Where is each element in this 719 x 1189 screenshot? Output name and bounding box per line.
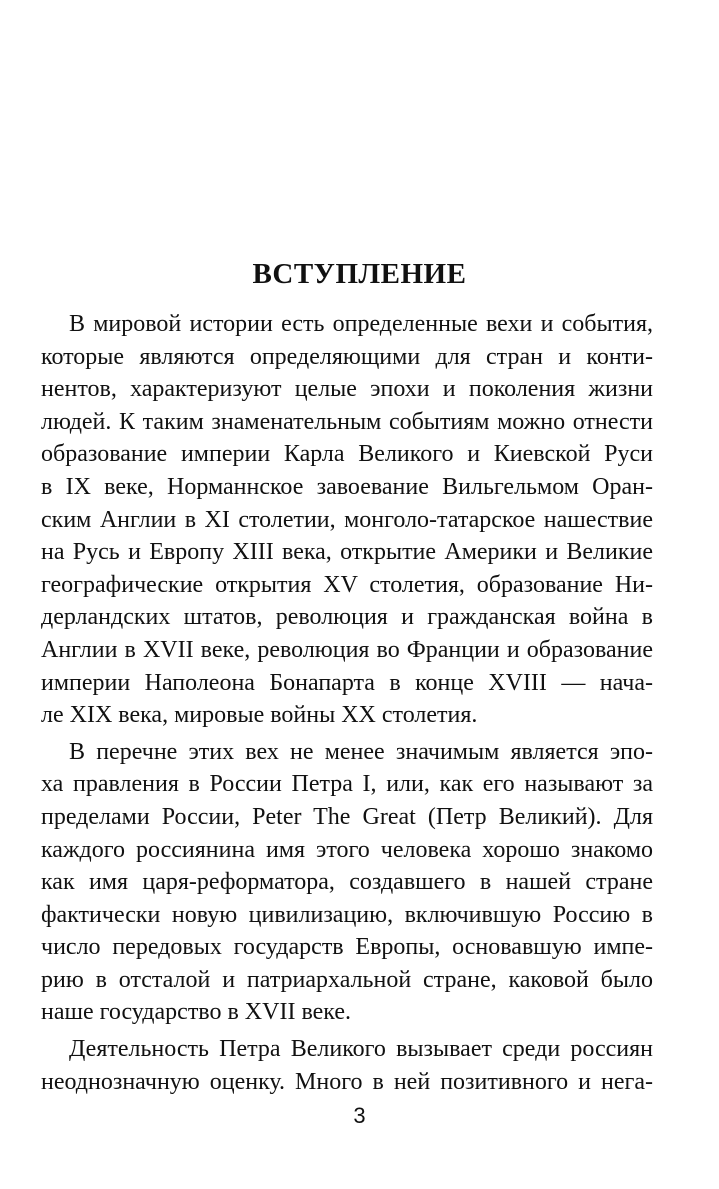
text-line: ха правления в России Петра I, или, как его называют за (41, 771, 653, 798)
text-line: число передовых государств Европы, основавшую импе- (41, 934, 653, 961)
text-line: Англии в XVII веке, революция во Франции и образование (41, 636, 653, 663)
text-line: географические открытия XV столетия, образование Ни- (41, 571, 653, 598)
text-line: ским Англии в XI столетии, монголо-татарское нашествие (41, 506, 653, 533)
text-line: нентов, характеризуют целые эпохи и поколения жизни (41, 376, 653, 403)
text-line: рию в отсталой и патриархальной стране, каковой было (41, 966, 653, 993)
text-line: дерландских штатов, революция и гражданская война в (41, 604, 653, 631)
paragraph-2 (41, 736, 653, 1029)
text-line: в IX веке, Норманнское завоевание Вильгельмом Оран- (41, 473, 653, 500)
text-line: наше государство в XVII веке. (41, 999, 352, 1026)
text-line: В мировой истории есть определенные вехи и события, (69, 311, 653, 337)
text-line: на Русь и Европу XIII века, открытие Америки и Великие (41, 539, 653, 566)
paragraph-3 (41, 1033, 653, 1098)
chapter-heading: ВСТУПЛЕНИЕ (252, 258, 467, 290)
paragraph-1 (41, 308, 653, 732)
text-line: ле XIX века, мировые войны XX столетия. (41, 702, 478, 729)
text-line: каждого россиянина имя этого человека хорошо знакомо (41, 836, 653, 863)
text-line: неоднозначную оценку. Много в ней позитивного и нега- (41, 1068, 653, 1095)
page-number: 3 (353, 1103, 366, 1128)
text-line: как имя царя-реформатора, создавшего в нашей стране (41, 869, 653, 896)
text-line: империи Наполеона Бонапарта в конце XVIII — нача- (41, 669, 653, 696)
text-line: которые являются определяющими для стран и конти- (41, 343, 653, 370)
text-line: пределами России, Peter The Great (Петр Великий). Для (41, 803, 653, 830)
body-text (41, 308, 653, 1098)
text-line: людей. К таким знаменательным событиям можно отнести (41, 408, 653, 435)
text-line: Деятельность Петра Великого вызывает среди россиян (69, 1036, 653, 1063)
text-line: фактически новую цивилизацию, включившую Россию в (41, 901, 653, 928)
text-line: В перечне этих вех не менее значимым является эпо- (69, 738, 653, 765)
text-line: образование империи Карла Великого и Киевской Руси (41, 441, 653, 468)
